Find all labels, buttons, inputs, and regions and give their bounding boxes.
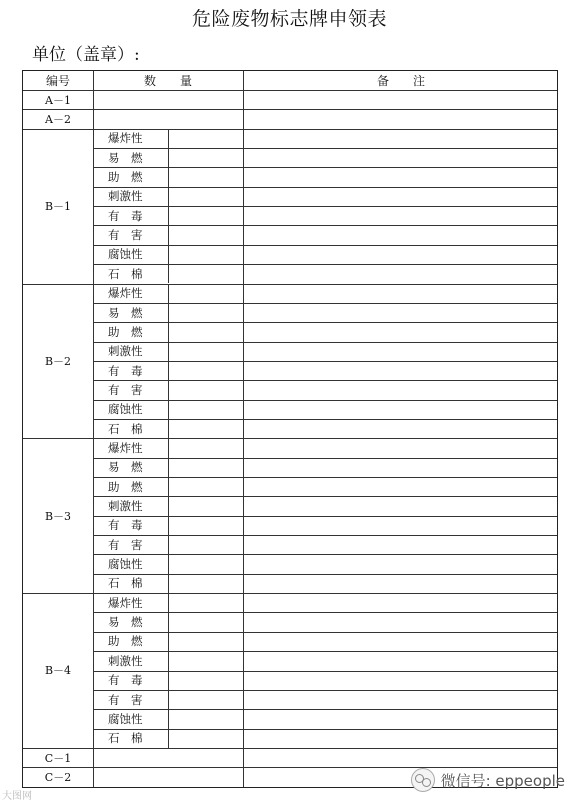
quantity-cell[interactable] (168, 458, 243, 477)
remarks-cell[interactable] (243, 748, 558, 767)
remarks-cell[interactable] (243, 593, 558, 612)
subrow-divider (93, 342, 558, 343)
quantity-cell[interactable] (168, 245, 243, 264)
quantity-cell[interactable] (168, 593, 243, 612)
quantity-cell[interactable] (168, 554, 243, 573)
watermark-text: 微信号: eppeople (440, 771, 565, 790)
quantity-cell[interactable] (168, 574, 243, 593)
subrow-divider (93, 632, 558, 633)
column-header-quantity: 数 量 (143, 74, 192, 88)
subrow-divider (93, 361, 558, 362)
remarks-cell[interactable] (243, 671, 558, 690)
quantity-cell[interactable] (168, 264, 243, 283)
subrow-divider (93, 419, 558, 420)
row-code: B－2 (44, 354, 72, 368)
remarks-cell[interactable] (243, 419, 558, 438)
brand-watermark: 大图网 (2, 791, 32, 802)
quantity-cell[interactable] (168, 438, 243, 457)
subrow-divider (93, 729, 558, 730)
quantity-cell[interactable] (168, 709, 243, 728)
remarks-cell[interactable] (243, 342, 558, 361)
subrow-divider (93, 148, 558, 149)
subrow-divider (93, 535, 558, 536)
quantity-cell[interactable] (168, 342, 243, 361)
remarks-cell[interactable] (243, 90, 558, 109)
hazard-label: 爆炸性 (108, 286, 143, 301)
quantity-cell[interactable] (168, 206, 243, 225)
wechat-watermark (411, 768, 565, 792)
hazard-label: 刺激性 (108, 499, 143, 514)
remarks-cell[interactable] (243, 129, 558, 148)
hazard-label: 易 燃 (108, 305, 143, 320)
quantity-cell[interactable] (168, 167, 243, 186)
hazard-label: 易 燃 (108, 615, 143, 630)
subrow-divider (93, 187, 558, 188)
unit-stamp-label: 单位（盖章）: (32, 45, 140, 65)
hazard-label: 助 燃 (108, 324, 143, 339)
remarks-cell[interactable] (243, 574, 558, 593)
hazard-label: 刺激性 (108, 189, 143, 204)
row-code: A－2 (45, 113, 71, 127)
remarks-cell[interactable] (243, 322, 558, 341)
hazard-label: 石 棉 (108, 576, 143, 591)
remarks-cell[interactable] (243, 148, 558, 167)
hazard-label: 腐蚀性 (108, 711, 143, 726)
hazard-label: 助 燃 (108, 170, 143, 185)
subrow-divider (93, 458, 558, 459)
hazard-label: 助 燃 (108, 634, 143, 649)
hazard-label: 石 棉 (108, 266, 143, 281)
remarks-cell[interactable] (243, 187, 558, 206)
subrow-divider (93, 206, 558, 207)
subrow-divider (93, 400, 558, 401)
application-table (22, 70, 558, 788)
subrow-divider (93, 477, 558, 478)
subrow-divider (93, 167, 558, 168)
subrow-divider (93, 225, 558, 226)
quantity-cell[interactable] (168, 129, 243, 148)
hazard-label: 有 害 (108, 228, 143, 243)
subrow-divider (93, 612, 558, 613)
hazard-label: 有 害 (108, 692, 143, 707)
remarks-cell[interactable] (243, 109, 558, 128)
row-code: A－1 (45, 93, 71, 107)
remarks-cell[interactable] (243, 690, 558, 709)
column-header-code: 编号 (45, 74, 70, 88)
quantity-cell[interactable] (93, 109, 243, 128)
hazard-label: 有 毒 (108, 363, 143, 378)
hazard-label: 石 棉 (108, 421, 143, 436)
quantity-cell[interactable] (168, 380, 243, 399)
hazard-label: 爆炸性 (108, 131, 143, 146)
remarks-cell[interactable] (243, 303, 558, 322)
row-code: B－4 (44, 664, 72, 678)
remarks-cell[interactable] (243, 167, 558, 186)
hazard-label: 易 燃 (108, 460, 143, 475)
subrow-divider (93, 574, 558, 575)
remarks-cell[interactable] (243, 496, 558, 515)
remarks-cell[interactable] (243, 225, 558, 244)
quantity-cell[interactable] (168, 632, 243, 651)
hazard-label: 腐蚀性 (108, 557, 143, 572)
remarks-cell[interactable] (243, 516, 558, 535)
row-code: C－2 (44, 770, 72, 784)
hazard-label: 有 害 (108, 537, 143, 552)
remarks-cell[interactable] (243, 361, 558, 380)
hazard-label: 刺激性 (108, 653, 143, 668)
subrow-divider (93, 303, 558, 304)
remarks-cell[interactable] (243, 284, 558, 303)
hazard-label: 腐蚀性 (108, 247, 143, 262)
subrow-divider (93, 690, 558, 691)
quantity-cell[interactable] (168, 651, 243, 670)
hazard-label: 石 棉 (108, 731, 143, 746)
quantity-cell[interactable] (168, 612, 243, 631)
quantity-cell[interactable] (168, 671, 243, 690)
wechat-badge-icon (411, 768, 435, 792)
row-code: B－3 (44, 509, 72, 523)
quantity-cell[interactable] (93, 767, 243, 786)
subrow-divider (93, 709, 558, 710)
hazard-label: 腐蚀性 (108, 402, 143, 417)
column-header-remarks: 备 注 (376, 74, 425, 88)
subrow-divider (93, 516, 558, 517)
hazard-label: 有 害 (108, 382, 143, 397)
remarks-cell[interactable] (243, 554, 558, 573)
quantity-cell[interactable] (168, 361, 243, 380)
quantity-cell[interactable] (168, 148, 243, 167)
subrow-divider (93, 380, 558, 381)
row-code: B－1 (44, 200, 72, 214)
hazard-label: 易 燃 (108, 150, 143, 165)
remarks-cell[interactable] (243, 632, 558, 651)
subrow-divider (93, 554, 558, 555)
hazard-label: 爆炸性 (108, 440, 143, 455)
remarks-cell[interactable] (243, 477, 558, 496)
quantity-cell[interactable] (168, 400, 243, 419)
remarks-cell[interactable] (243, 651, 558, 670)
remarks-cell[interactable] (243, 438, 558, 457)
quantity-cell[interactable] (168, 322, 243, 341)
form-title: 危险废物标志牌申领表 (191, 8, 387, 30)
quantity-cell[interactable] (168, 187, 243, 206)
remarks-cell[interactable] (243, 245, 558, 264)
hazard-label: 刺激性 (108, 344, 143, 359)
subrow-divider (93, 496, 558, 497)
quantity-cell[interactable] (93, 748, 243, 767)
quantity-cell[interactable] (168, 516, 243, 535)
remarks-cell[interactable] (243, 206, 558, 225)
quantity-cell[interactable] (93, 90, 243, 109)
quantity-cell[interactable] (168, 284, 243, 303)
remarks-cell[interactable] (243, 709, 558, 728)
quantity-cell[interactable] (168, 535, 243, 554)
row-code: C－1 (44, 751, 72, 765)
hazard-label: 有 毒 (108, 673, 143, 688)
subrow-divider (93, 245, 558, 246)
remarks-cell[interactable] (243, 729, 558, 748)
hazard-label: 有 毒 (108, 208, 143, 223)
hazard-label: 助 燃 (108, 479, 143, 494)
quantity-cell[interactable] (168, 496, 243, 515)
quantity-cell[interactable] (168, 419, 243, 438)
remarks-cell[interactable] (243, 612, 558, 631)
quantity-cell[interactable] (168, 477, 243, 496)
remarks-cell[interactable] (243, 380, 558, 399)
hazard-label: 有 毒 (108, 518, 143, 533)
quantity-cell[interactable] (168, 690, 243, 709)
hazard-label: 爆炸性 (108, 595, 143, 610)
quantity-cell[interactable] (168, 303, 243, 322)
remarks-cell[interactable] (243, 264, 558, 283)
subrow-divider (93, 671, 558, 672)
quantity-cell[interactable] (168, 729, 243, 748)
remarks-cell[interactable] (243, 458, 558, 477)
remarks-cell[interactable] (243, 535, 558, 554)
remarks-cell[interactable] (243, 400, 558, 419)
quantity-cell[interactable] (168, 225, 243, 244)
subrow-divider (93, 264, 558, 265)
subrow-divider (93, 322, 558, 323)
subrow-divider (93, 651, 558, 652)
